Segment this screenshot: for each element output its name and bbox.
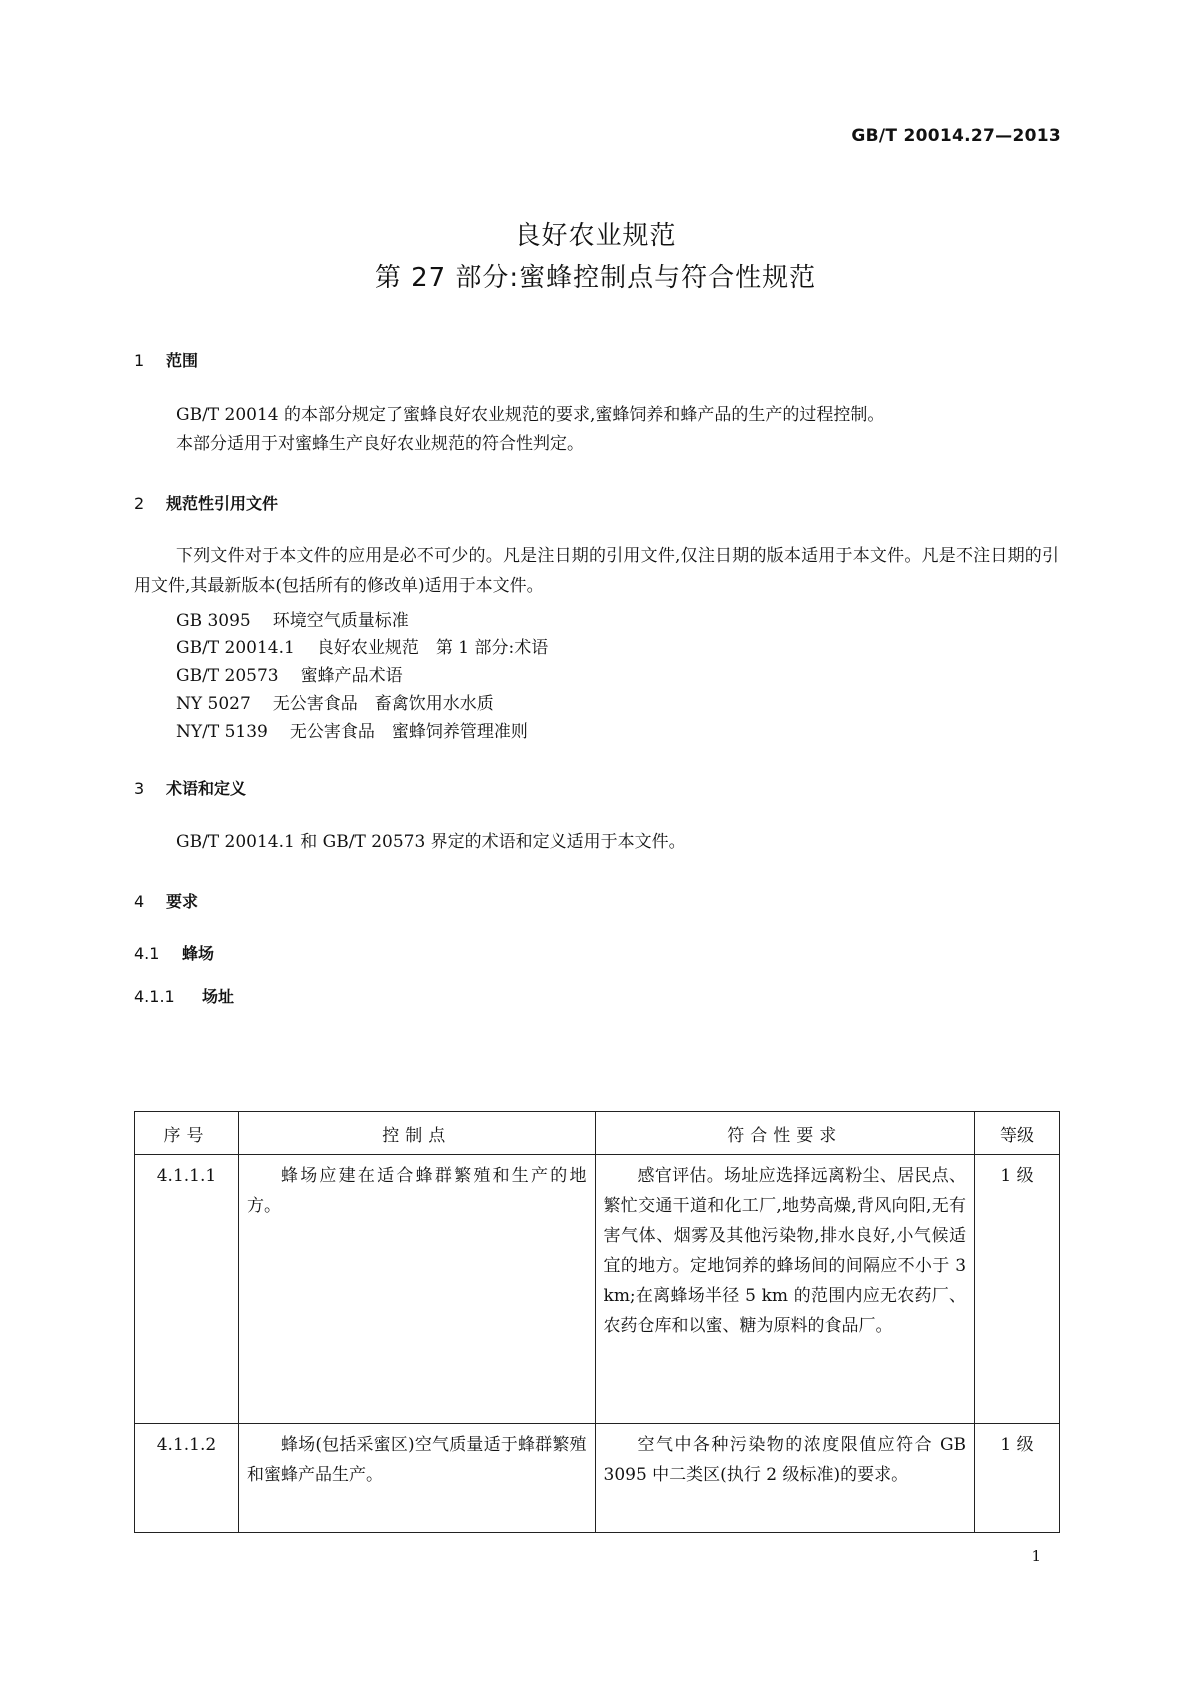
section-1-para-1: GB/T 20014 的本部分规定了蜜蜂良好农业规范的要求,蜜蜂饲养和蜂产品的生产的过程控制。 — [176, 405, 885, 425]
table-header-row — [135, 1112, 1060, 1155]
cell-requirement: 空气中各种污染物的浓度限值应符合 GB 3095 中二类区(执行 2 级标准)的要求。 — [595, 1424, 975, 1533]
section-1-number: 1 — [134, 351, 145, 370]
reference-title: 环境空气质量标准 — [272, 611, 409, 631]
subsection-4-1-1-heading — [134, 984, 234, 1007]
subsection-4-1-heading — [134, 941, 214, 964]
cell-control: 蜂场应建在适合蜂群繁殖和生产的地方。 — [238, 1155, 595, 1424]
subsection-4-1-1-title: 场址 — [202, 987, 235, 1006]
reference-item — [176, 717, 528, 742]
control-points-table — [134, 1111, 1060, 1533]
reference-title: 蜜蜂产品术语 — [300, 666, 403, 686]
col-header-level: 等级 — [975, 1112, 1060, 1155]
cell-level: 1 级 — [975, 1424, 1060, 1533]
section-2-title: 规范性引用文件 — [166, 494, 279, 513]
reference-title: 无公害食品 畜禽饮用水水质 — [272, 694, 494, 714]
subsection-4-1-number: 4.1 — [134, 944, 160, 963]
col-header-control: 控制点 — [238, 1112, 595, 1155]
reference-item — [176, 606, 409, 631]
section-1-heading — [134, 348, 198, 371]
col-header-no: 序号 — [135, 1112, 239, 1155]
section-2-para-1: 下列文件对于本文件的应用是必不可少的。凡是注日期的引用文件,仅注日期的版本适用于本文件。凡是不注日期的引用文件,其最新版本(包括所有的修改单)适用于本文件。 — [134, 546, 1059, 596]
cell-no: 4.1.1.2 — [135, 1424, 239, 1533]
section-2-heading — [134, 491, 278, 514]
doc-title-line2: 第 27 部分:蜜蜂控制点与符合性规范 — [374, 263, 817, 293]
cell-level: 1 级 — [975, 1155, 1060, 1424]
cell-requirement: 感官评估。场址应选择远离粉尘、居民点、繁忙交通干道和化工厂,地势高燥,背风向阳,无有害气体、烟雾及其他污染物,排水良好,小气候适宜的地方。定地饲养的蜂场间的间隔应不小于 3 km;在离蜂场半径 5 km 的范围内应无农药厂、农药仓库和以蜜、糖为原料的食品厂。 — [595, 1155, 975, 1424]
reference-item — [176, 633, 548, 658]
section-3-para-1: GB/T 20014.1 和 GB/T 20573 界定的术语和定义适用于本文件。 — [176, 832, 686, 852]
col-header-requirement: 符合性要求 — [595, 1112, 975, 1155]
cell-control: 蜂场(包括采蜜区)空气质量适于蜂群繁殖和蜜蜂产品生产。 — [238, 1424, 595, 1533]
standard-code: GB/T 20014.27—2013 — [851, 126, 1061, 146]
reference-title: 无公害食品 蜜蜂饲养管理准则 — [289, 722, 528, 742]
reference-code: NY/T 5139 — [176, 722, 268, 742]
reference-code: GB 3095 — [176, 611, 251, 631]
cell-no: 4.1.1.1 — [135, 1155, 239, 1424]
reference-item — [176, 661, 403, 686]
doc-title-line1: 良好农业规范 — [514, 221, 677, 251]
section-4-title: 要求 — [166, 892, 199, 911]
section-3-heading — [134, 776, 246, 799]
table-row — [135, 1424, 1060, 1533]
section-4-heading — [134, 889, 198, 912]
section-3-title: 术语和定义 — [166, 779, 247, 798]
section-2-number: 2 — [134, 494, 145, 513]
subsection-4-1-1-number: 4.1.1 — [134, 987, 175, 1006]
table-row — [135, 1155, 1060, 1424]
page-number: 1 — [1031, 1547, 1041, 1565]
reference-code: GB/T 20014.1 — [176, 638, 295, 658]
reference-code: GB/T 20573 — [176, 666, 279, 686]
section-1-title: 范围 — [166, 351, 199, 370]
reference-item — [176, 689, 494, 714]
reference-title: 良好农业规范 第 1 部分:术语 — [316, 638, 549, 658]
subsection-4-1-title: 蜂场 — [182, 944, 215, 963]
section-3-number: 3 — [134, 779, 145, 798]
reference-code: NY 5027 — [176, 694, 251, 714]
section-1-para-2: 本部分适用于对蜜蜂生产良好农业规范的符合性判定。 — [176, 434, 584, 454]
section-4-number: 4 — [134, 892, 145, 911]
